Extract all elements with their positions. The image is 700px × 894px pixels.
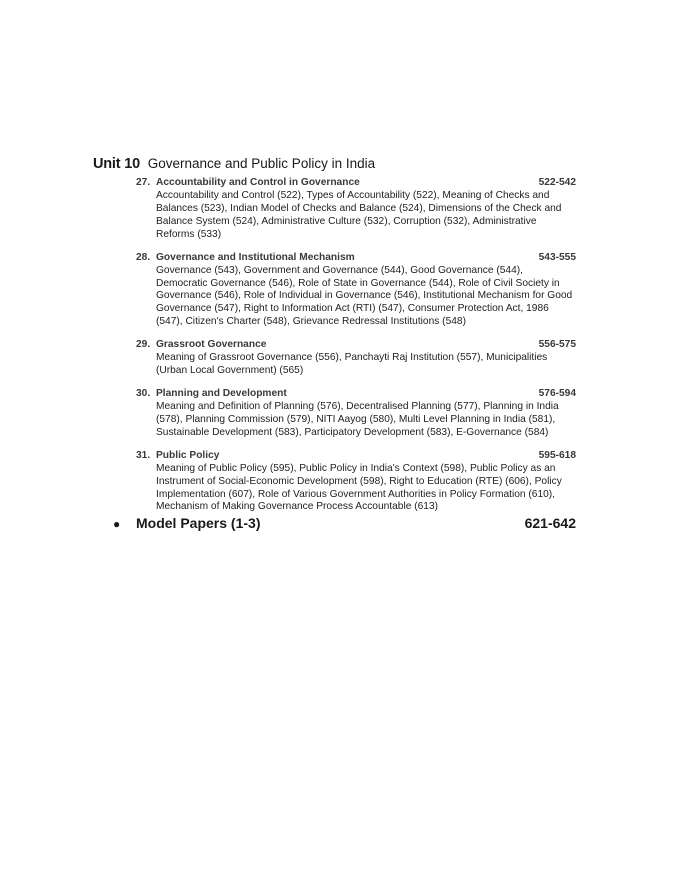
chapter-entry — [136, 338, 576, 378]
chapter-number: 27. — [136, 177, 151, 188]
chapter-entry — [136, 449, 576, 515]
bullet-icon: ● — [113, 517, 121, 531]
chapter-heading — [136, 338, 576, 351]
chapter-entry — [136, 251, 576, 330]
chapter-pages: 543-555 — [538, 251, 576, 263]
chapter-description: Accountability and Control (522), Types of Accountability (522), Meaning of Checks and Balances (523), Indian Model of Checks and Balance (524), Dimensions of the Check and Balance System (524), Administrative Culture (532), Corruption (532), Administrative Reforms (533) — [156, 190, 562, 240]
unit-label: Unit 10 — [93, 156, 140, 172]
chapter-number: 28. — [136, 251, 151, 263]
chapter-title: Grassroot Governance — [156, 339, 267, 351]
chapter-description: Meaning of Grassroot Governance (556), Panchayti Raj Institution (557), Municipalities (Urban Local Government) (565) — [156, 352, 548, 377]
chapter-title: Public Policy — [156, 449, 220, 461]
model-papers-entry — [113, 515, 576, 531]
chapter-description: Meaning and Definition of Planning (576), Decentralised Planning (577), Planning in India (578), Planning Commission (579), NITI Aayog (580), Multi Level Planning in India (581), Sustainable Development (583), Participatory Development (583), E-Governance (584) — [156, 400, 559, 438]
chapter-title: Accountability and Control in Governance — [156, 177, 360, 188]
model-papers-label: Model Papers (1-3) — [136, 515, 261, 531]
chapter-title: Planning and Development — [156, 387, 287, 399]
chapter-number: 29. — [136, 339, 151, 351]
chapter-description: Meaning of Public Policy (595), Public Policy in India's Context (598), Public Policy as an Instrument of Social-Economic Development (598), Right to Education (RTE) (606), Policy Implementation (607), Role of Various Government Authorities in Policy Formation (610), Mechanism of Making Governance Process Accountable (613) — [156, 462, 562, 513]
chapter-description: Governance (543), Government and Governance (544), Good Governance (544), Democratic Governance (546), Role of State in Governance (544), Role of Civil Society in Governance (546), Role of Individual in Governance (546), Institutional Mechanism for Good Governance (547), Right to Information Act (RTI) (547), Consumer Protection Act, 1986 (547), Citizen's Charter (548), Grievance Redressal Institutions (548) — [156, 264, 573, 328]
chapter-entry — [136, 176, 576, 242]
chapter-heading — [136, 176, 576, 189]
chapter-entry — [136, 387, 576, 440]
chapter-number: 30. — [136, 387, 151, 399]
chapter-pages: 576-594 — [538, 387, 576, 399]
chapter-title: Governance and Institutional Mechanism — [156, 251, 355, 263]
model-papers-pages: 621-642 — [524, 515, 576, 531]
unit-heading — [93, 155, 375, 173]
chapter-heading — [136, 251, 576, 264]
chapter-pages: 595-618 — [538, 449, 576, 461]
chapter-number: 31. — [136, 449, 151, 461]
chapter-heading — [136, 449, 576, 462]
unit-title: Governance and Public Policy in India — [147, 156, 376, 171]
chapter-list — [136, 176, 576, 523]
chapter-pages: 556-575 — [538, 339, 576, 351]
chapter-pages: 522-542 — [538, 177, 576, 188]
chapter-heading — [136, 387, 576, 400]
